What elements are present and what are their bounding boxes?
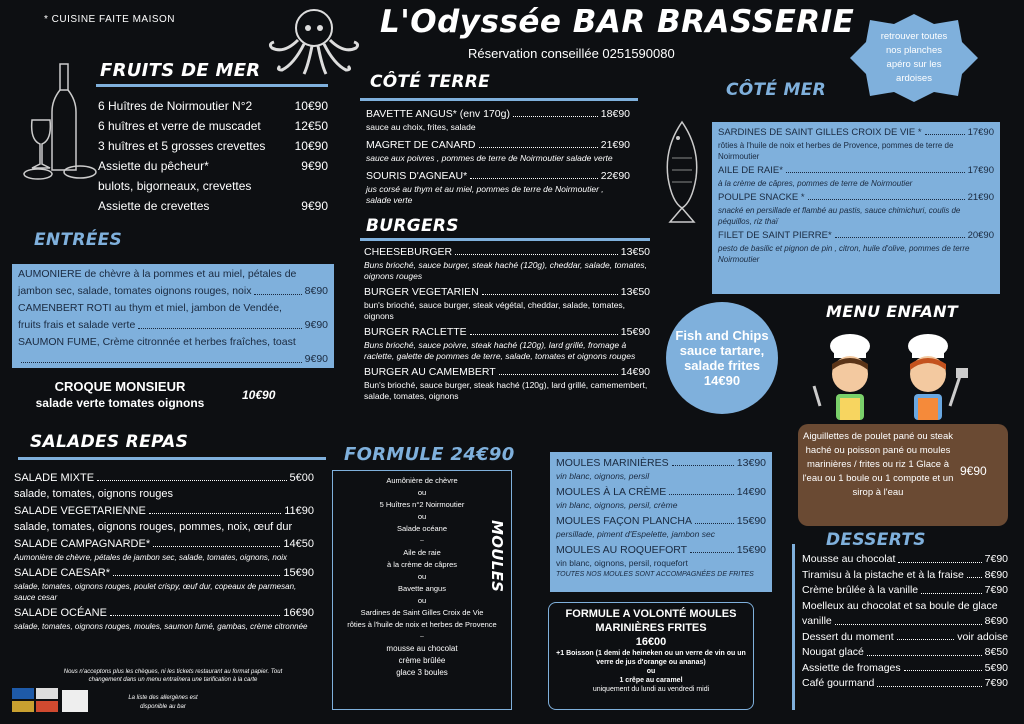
formule-box: Aumônière de chèvre ou 5 Huîtres n°2 Noirmoutier ou Salade océane ~ Aile de raie à la crème de câpres ou Bavette angus ou Sardines de Saint Gilles Croix de Vie rôties à l'huile de noix et herbes de Provence ~ mousse au chocolat crème brûlée glace 3 boules xyxy=(332,470,512,710)
croque-title: CROQUE MONSIEUR xyxy=(54,379,186,394)
list-item: BURGER RACLETTE 15€90 Buns brioché, sauce poivre, steak haché (120g), lard grillé, fromage à raclette, galette de pommes de terre, salade, tomates et oignons rouges xyxy=(364,326,650,361)
list-item: 6 huîtres et verre de muscadet 12€50 xyxy=(98,119,328,133)
burgers-rule xyxy=(360,238,650,241)
list-item: SALADE OCÉANE 16€90 salade, tomates, oignons rouges, moules, saumon fumé, gambas, crème citronnée xyxy=(14,607,314,631)
fruits-de-mer-list xyxy=(98,96,328,216)
list-item: CAMENBERT ROTI au thym et miel, jambon de Vendée, xyxy=(18,302,282,314)
cote-mer-title: CÔTÉ MER xyxy=(726,80,827,100)
list-item: bulots, bigorneaux, crevettes xyxy=(98,179,252,193)
list-item: Crème brûlée à la vanille 7€90 xyxy=(802,584,1008,596)
moules-note: TOUTES NOS MOULES SONT ACCOMPAGNÉES DE FRITES xyxy=(556,571,754,578)
list-item: jambon sec, salade, tomates oignons rouges, noix 8€90 xyxy=(18,285,328,297)
salades-list xyxy=(14,470,314,632)
apero-badge xyxy=(850,14,978,102)
menu-enfant-text: Aiguillettes de poulet pané ou steak haché ou poisson pané ou moules marinières / frites ou riz 1 Glace à l'eau ou 1 boule ou 1 compote et un sirop à l'eau xyxy=(802,431,954,498)
list-item: 6 Huîtres de Noirmoutier N°2 10€90 xyxy=(98,99,328,113)
reservation-text: Réservation conseillée 0251590080 xyxy=(468,46,675,61)
menu-enfant-price: 9€90 xyxy=(960,464,987,478)
list-item: AILE DE RAIE* 17€90 à la crème de câpres, pommes de terre de Noirmoutier xyxy=(718,165,994,188)
cote-mer-box xyxy=(712,122,1000,294)
list-item: POULPE SNACKE * 21€90 snacké en persillade et flambé au pastis, sauce chimichuri, coulis de péquillos, riz thaï xyxy=(718,192,994,226)
entrees-box xyxy=(12,264,334,368)
fish-chips-text: Fish and Chips sauce tartare, salade frites xyxy=(675,328,769,373)
payment-note: Nous n'acceptons plus les chèques, ni les tickets restaurant au format papier. Tout changement dans un menu entraînera une tarification à la carte xyxy=(63,669,283,683)
list-item: 9€90 xyxy=(18,351,328,368)
salades-rule xyxy=(18,457,326,460)
fruits-de-mer-rule xyxy=(96,84,328,87)
croque-price: 10€90 xyxy=(242,388,276,402)
fish-chips-price: 14€90 xyxy=(703,373,741,388)
cote-terre-rule xyxy=(360,98,638,101)
desserts-list xyxy=(802,552,1008,692)
formule-title: FORMULE 24€90 xyxy=(344,444,515,465)
list-item: SALADE CAESAR* 15€90 salade, tomates, oignons rouges, poulet crispy, œuf dur, copeaux de parmesan, sauce cesar xyxy=(14,567,314,602)
list-item: SOURIS D'AGNEAU* 22€90 jus corsé au thym et au miel, pommes de terre de Noirmoutier , salade verte xyxy=(366,170,630,205)
list-item: Dessert du moment voir adoise xyxy=(802,630,1008,643)
desserts-rule xyxy=(792,544,795,710)
list-item: BAVETTE ANGUS* (env 170g) 18€90 sauce au choix, frites, salade xyxy=(366,108,630,132)
list-item: fruits frais et salade verte 9€90 xyxy=(18,319,328,331)
burgers-list xyxy=(364,244,650,402)
cote-terre-list xyxy=(366,106,630,206)
croque-sub: salade verte tomates oignons xyxy=(35,396,205,410)
menu-enfant-title: MENU ENFANT xyxy=(826,302,958,321)
list-item: SALADE CAMPAGNARDE* 14€50 Aumonière de chèvre, pétales de jambon sec, salade, tomates, oignons, noix xyxy=(14,538,314,562)
list-item: SARDINES DE SAINT GILLES CROIX DE VIE * 17€90 rôties à l'huile de noix et herbes de Provence, pommes de terre de Noirmoutier xyxy=(718,127,994,161)
list-item: Tiramisu à la pistache et à la fraise 8€90 xyxy=(802,568,1008,581)
burgers-title: BURGERS xyxy=(366,216,459,236)
list-item: MAGRET DE CANARD 21€90 sauce aux poivres , pommes de terre de Noirmoutier salade verte xyxy=(366,139,630,163)
salades-title: SALADES REPAS xyxy=(30,432,189,452)
list-item: MOULES À LA CRÈME 14€90 vin blanc, oignons, persil, crème xyxy=(556,486,766,510)
desserts-title: DESSERTS xyxy=(826,530,926,550)
list-item: AUMONIERE de chèvre à la pommes et au miel, pétales de xyxy=(18,268,297,280)
menu-enfant-board xyxy=(798,424,1008,526)
allergens-note: La liste des allergènes est disponible au bar xyxy=(128,695,198,710)
list-item: MOULES FAÇON PLANCHA 15€90 persillade, piment d'Espelette, jambon sec xyxy=(556,515,766,539)
payment-logos-icon xyxy=(12,688,92,714)
list-item: Mousse au chocolat 7€90 xyxy=(802,553,1008,565)
fish-icon xyxy=(660,118,704,224)
list-item: Assiette de fromages 5€90 xyxy=(802,661,1008,674)
list-item: Assiette du pêcheur* 9€90 xyxy=(98,159,328,173)
fish-chips-circle xyxy=(666,302,778,414)
chef-kids-icon xyxy=(800,326,980,426)
list-item: Moelleux au chocolat et sa boule de glace xyxy=(802,599,998,612)
top-note: * CUISINE FAITE MAISON xyxy=(44,14,176,25)
list-item: CHEESEBURGER 13€50 Buns brioché, sauce burger, steak haché (120g), cheddar, salade, tomates, oignons rouges xyxy=(364,246,650,281)
octopus-icon xyxy=(264,4,364,78)
moules-box xyxy=(550,452,772,592)
list-item: BURGER VEGETARIEN 13€50 bun's brioché, sauce burger, steak végétal, cheddar, salade, tomates, oignons xyxy=(364,286,650,321)
badge-text: retrouver toutes nos planches apéro sur les ardoises xyxy=(880,31,948,84)
fruits-de-mer-title: FRUITS DE MER xyxy=(100,60,261,81)
list-item: MOULES AU ROQUEFORT 15€90 vin blanc, oignons, persil, roquefort xyxy=(556,544,766,568)
moules-vertical-title: MOULES xyxy=(488,520,506,593)
list-item: Assiette de crevettes 9€90 xyxy=(98,199,328,213)
page-title: L'Odyssée BAR BRASSERIE xyxy=(380,4,855,40)
list-item: vanille 8€90 xyxy=(802,615,1008,627)
list-item: SALADE VEGETARIENNE 11€90 salade, tomates, oignons rouges, pommes, noix, œuf dur xyxy=(14,505,314,533)
list-item: SALADE MIXTE 5€00 salade, tomates, oignons rouges xyxy=(14,472,314,500)
cote-terre-title: CÔTÉ TERRE xyxy=(370,72,491,92)
list-item: 3 huîtres et 5 grosses crevettes 10€90 xyxy=(98,139,328,153)
list-item: MOULES MARINIÈRES 13€90 vin blanc, oignons, persil xyxy=(556,457,766,481)
list-item: FILET DE SAINT PIERRE* 20€90 pesto de basilic et pignon de pin , citron, huile d'olive, pommes de terre Noirmoutier xyxy=(718,230,994,264)
list-item: BURGER AU CAMEMBERT 14€90 Bun's brioché, sauce burger, steak haché (120g), lard grillé, camemembert, salade, tomates, oignons xyxy=(364,366,650,401)
list-item: SAUMON FUME, Crème citronnée et herbes fraîches, toast xyxy=(18,336,296,348)
list-item: Nougat glacé 8€50 xyxy=(802,646,1008,658)
formule-volonte-box: FORMULE A VOLONTÉ MOULES MARINIÈRES FRITES 16€00 +1 Boisson (1 demi de heineken ou un verre de vin ou un verre de jus d'orange ou ananas) ou 1 crêpe au caramel uniquement du lundi au vendredi midi xyxy=(548,602,754,710)
croque-block xyxy=(20,378,220,411)
list-item: Café gourmand 7€90 xyxy=(802,677,1008,689)
entrees-title: ENTRÉES xyxy=(34,230,123,250)
wine-bottle-icon xyxy=(20,60,98,180)
